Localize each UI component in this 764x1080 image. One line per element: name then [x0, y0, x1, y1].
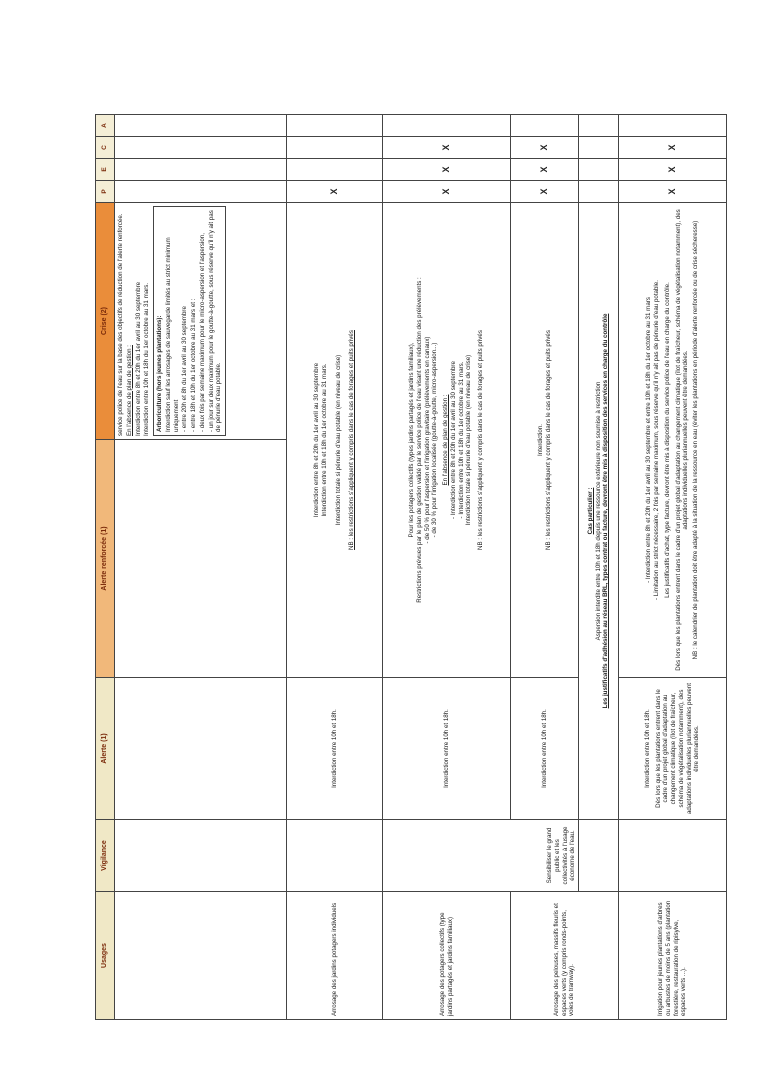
ar-text: Interdiction.: [536, 424, 544, 456]
crise-text: - entre 20h et 8h du 1er avril au 30 septembre: [181, 306, 189, 432]
ar-text: - Interdiction entre 10h et 18h du 1er octobre au 31 mars.: [457, 361, 465, 519]
header-usages: Usages: [96, 892, 115, 1020]
cell-usage: Arrosage des pelouses, massifs fleuris et espaces verts (y compris ronds-points, voies de tramway).: [511, 892, 619, 1020]
cell-alerte-crise-merged: [383, 203, 511, 678]
nb-text: NB : les restrictions s'appliquent y compris dans le cas de forages et puits privés: [348, 330, 356, 550]
cell-usage-empty: [115, 892, 287, 1020]
cell-vigilance-empty: [115, 820, 287, 892]
crise-text: Interdiction entre 10h et 18h du 1er octobre au 31 mars.: [143, 282, 151, 436]
arboriculture-box: [153, 206, 226, 436]
water-restriction-table: [95, 114, 727, 1020]
cell-alerte: Interdiction entre 10h et 18h.: [287, 678, 383, 820]
nb-text: NB : le calendrier de plantation doit être adapté à la situation de la ressource en eau (éviter les plantations en période d'alerte renforcée ou de crise sécheresse): [692, 220, 699, 660]
nb-text: NB : les restrictions s'appliquent y compris dans le cas de forages et puits privés: [477, 330, 485, 550]
header-c: C: [96, 137, 115, 159]
cell-usage: Arrosage des jardins potagers individuels: [287, 892, 383, 1020]
ar-text: - Interdiction entre 8h et 20h du 1er avril au 30 septembre: [449, 361, 457, 519]
cell-a-empty: [383, 115, 511, 137]
table-row-continuation: [115, 115, 287, 1020]
header-e: E: [96, 159, 115, 181]
cell-vigilance-empty: [287, 820, 383, 892]
cas-particulier-text: Aspersion interdite entre 10h et 18h depuis une ressource extérieure non soumise à restriction: [594, 381, 602, 641]
cell-alerte: Interdiction entre 10h et 18h.: [383, 678, 511, 820]
header-vigilance: Vigilance: [96, 820, 115, 892]
cell-p-mark: X: [619, 181, 727, 203]
cell-c-empty: [579, 137, 619, 159]
cell-a-empty: [287, 115, 383, 137]
cell-c-mark: X: [511, 137, 579, 159]
cas-particulier-title: Cas particulier :: [586, 487, 594, 535]
cell-p-empty: [579, 181, 619, 203]
cell-c-mark: X: [619, 137, 727, 159]
arboriculture-title: Arboriculture (hors jeunes plantations):: [156, 315, 163, 432]
table-header-row: [96, 115, 115, 1020]
cell-alerte-crise-merged: [287, 203, 383, 678]
cell-e-mark: X: [619, 159, 727, 181]
cell-c-empty: [287, 137, 383, 159]
nb-text: NB : les restrictions s'appliquent y compris dans le cas de forages et puits privés: [544, 330, 552, 550]
ar-text: Restrictions prévues par le plan de gestion validé par le service police de l'eau visant une réduction des prélèvements :: [415, 277, 423, 603]
cell-alerte-crise-merged: [619, 203, 727, 678]
cell-vigilance: Sensibiliser le grand public et les collectivités à l'usage économe de l'eau.: [383, 820, 579, 892]
crise-text: Interdiction entre 8h et 20h du 1er avril au 30 septembre: [134, 281, 142, 436]
cell-e-empty: [287, 159, 383, 181]
cell-c-empty: [115, 137, 287, 159]
table-row-potagers-individuels: [287, 115, 383, 1020]
ar-text: Pour les potagers collectifs (types jardins partagés et jardins familiaux),: [408, 342, 416, 538]
cell-alerte-crise-merged: [511, 203, 579, 678]
cell-p-empty: [115, 181, 287, 203]
cell-p-mark: X: [287, 181, 383, 203]
cell-e-empty: [579, 159, 619, 181]
cell-p-mark: X: [511, 181, 579, 203]
cell-ar-empty: [115, 440, 287, 678]
cell-usage: Arrosage des potagers collectifs (type jardins partagés et jardins familiaux): [383, 892, 511, 1020]
table-row-potagers-collectifs: [383, 115, 511, 1020]
ar-text: Interdiction totale si pénurie d'eau potable (en niveau de crise): [465, 354, 473, 526]
cell-crise-continuation: [115, 203, 287, 440]
cell-a-empty: [511, 115, 579, 137]
ar-text: Interdiction totale si pénurie d'eau potable (en niveau de crise): [334, 354, 342, 526]
crise-text: - un jour sur deux maximum pour le goutte-à-goutte, sous réserve qu'il n'y ait pas de pénurie d'eau potable.: [207, 210, 223, 432]
cell-alerte-empty: [115, 678, 287, 820]
rotated-regulation-table: [95, 115, 701, 1020]
cell-e-mark: X: [511, 159, 579, 181]
header-crise: Crise (2): [96, 203, 115, 440]
ar-text: Les justificatifs d'achat, type facture, devront être mis à disposition du service police de l'eau en charge du contrôle.: [663, 282, 671, 598]
header-a: A: [96, 115, 115, 137]
ar-text: Interdiction entre 10h et 18h du 1er octobre au 31 mars.: [320, 363, 328, 517]
cell-c-mark: X: [383, 137, 511, 159]
ar-text: - Interdiction entre 8h et 20h du 1er avril au 30 septembre et entre 10h et 18h du 1er octobre au 31 mars: [645, 297, 653, 583]
cell-e-empty: [115, 159, 287, 181]
table-row-cas-particulier: [579, 115, 619, 1020]
ar-text: - de 50 % pour l'aspersion et l'irrigation gravitaire (prélèvements en canaux): [423, 336, 431, 544]
crise-text: - entre 18h et 10h du 1er octobre au 31 mars et :: [190, 298, 197, 432]
alerte-text: Interdiction entre 10h et 18h.: [643, 709, 651, 788]
cell-alerte: [619, 678, 727, 820]
alerte-text: Dès lors que les plantations entrent dans le cadre d'un projet global d'adaptation au changement climatique (îlot de fraîcheur, schéma de végétalisation notamment), des adaptations individuelles pluriannuelles peuvent être demandées.: [654, 682, 701, 815]
cell-vigilance-empty: [579, 820, 619, 892]
ar-text: Interdiction entre 8h et 20h du 1er avril au 30 septembre: [313, 362, 320, 518]
ar-text: En l'absence de plan de gestion :: [442, 394, 450, 486]
cell-alerte: Interdiction entre 10h et 18h.: [511, 678, 579, 820]
header-p: P: [96, 181, 115, 203]
crise-text: Interdiction sauf les arrosages de sauvegarde limités au strict minimum uniquement: [164, 237, 180, 432]
cell-a-empty: [115, 115, 287, 137]
ar-text: Dès lors que les plantations entrent dans le cadre d'un projet global d'adaptation au changement climatique (îlot de fraîcheur, schéma de végétalisation notamment), des adaptations individuelles pluriannuelles peuvent être demandées.: [674, 209, 690, 671]
cell-cas-particulier: [579, 203, 619, 820]
crise-text: service police de l'eau sur la base des objectifs de réduction de l'alerte renforcée.: [117, 213, 124, 436]
cell-a-empty: [619, 115, 727, 137]
header-alerte: Alerte (1): [96, 678, 115, 820]
cas-particulier-text: Les justificatifs d'adhésion au réseau BRL, types contrat ou facture, devront être mis à disposition des services en charge du contrôle: [602, 313, 610, 709]
ar-text: - de 30 % pour l'irrigation localisée (goutte-à-goutte, micro-aspersion...): [431, 342, 439, 538]
header-alerte-renforcee: Alerte renforcée (1): [96, 440, 115, 678]
cell-usage: Irrigation pour jeunes plantations d'arbres ou arbustes de moins de 5 ans (plantation forestière, restauration de ripisylve, espaces verts ...).: [619, 892, 727, 1020]
cell-e-mark: X: [383, 159, 511, 181]
crise-text: - deux fois par semaine maximum pour le micro-aspersion et l'aspersion,: [198, 233, 206, 432]
crise-text: En l'absence de plan de gestion :: [125, 345, 133, 436]
table-row-jeunes-plantations: [619, 115, 727, 1020]
cell-p-mark: X: [383, 181, 511, 203]
cell-a-empty: [579, 115, 619, 137]
cell-vigilance-empty: [619, 820, 727, 892]
ar-text: - Limitation au strict nécessaire, 2 fois par semaine maximum, sous réserve qu'il n'y ait pas de pénurie d'eau potable.: [653, 280, 660, 600]
